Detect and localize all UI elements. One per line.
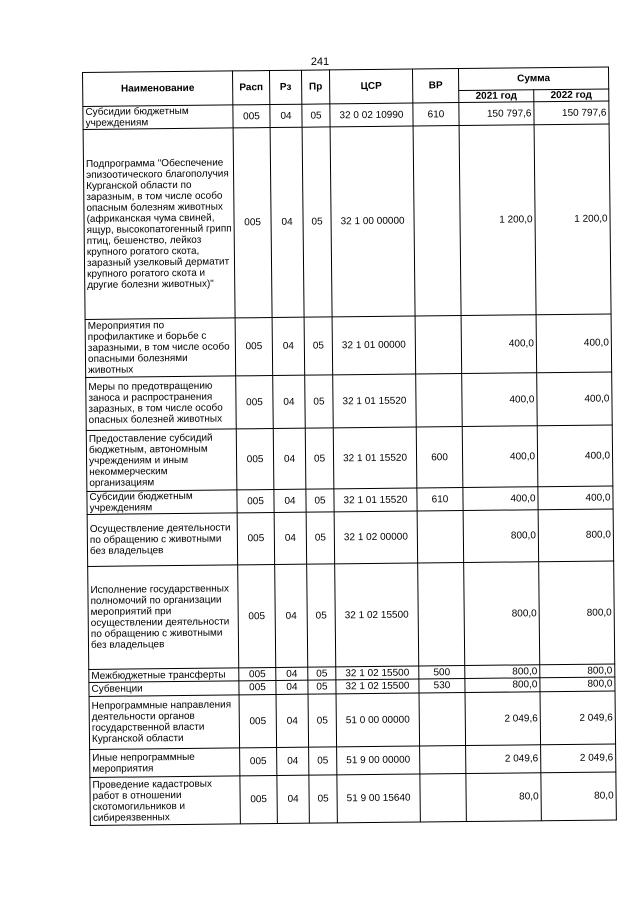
cell-vr [420, 746, 466, 774]
cell-sum-2021: 800,0 [463, 510, 539, 563]
cell-sum-2022: 800,0 [540, 677, 615, 692]
cell-rasp: 005 [236, 376, 274, 429]
cell-name: Иные непрограммные мероприятия [90, 748, 240, 778]
cell-csr: 32 1 01 15520 [334, 488, 417, 512]
table-row [87, 509, 614, 567]
cell-vr [420, 774, 467, 822]
cell-rz: 04 [273, 375, 306, 428]
cell-sum-2022: 1 200,0 [534, 124, 611, 315]
cell-pr: 05 [308, 667, 336, 680]
cell-rz: 04 [270, 104, 302, 127]
cell-csr: 51 9 00 00000 [337, 746, 420, 775]
cell-vr: 610 [413, 103, 459, 126]
header-sum: Сумма [458, 67, 608, 91]
cell-csr: 32 1 02 15500 [336, 666, 419, 680]
cell-name: Предоставление субсидий бюджетным, автономным учреждениям и иным некоммерческим организациям [86, 429, 237, 492]
cell-pr: 05 [306, 489, 334, 512]
cell-name: Подпрограмма "Обеспечение эпизоотического благополучия Курганской области по заразным, в том числе особо опасным болезням животных (африканская чума свиней, ящур, высокопатогенный грипп птиц, бешенство, лейкоз крупного рогатого скота, заразный узелковый дерматит крупного рогатого скота и другие болезни животных)" [83, 128, 235, 320]
cell-rasp: 005 [236, 429, 274, 490]
cell-sum-2021: 800,0 [465, 665, 540, 679]
cell-rasp: 005 [237, 490, 274, 513]
cell-rz: 04 [270, 127, 304, 317]
cell-vr: 530 [419, 679, 465, 693]
cell-vr [419, 693, 466, 746]
cell-sum-2022: 400,0 [537, 372, 613, 426]
cell-pr: 05 [306, 512, 335, 564]
cell-sum-2021: 800,0 [465, 678, 540, 693]
cell-name: Проведение кадастровых работ в отношении скотомогильников и сибиреязвенных [90, 776, 240, 826]
cell-vr [418, 563, 465, 666]
cell-rz: 04 [275, 564, 308, 667]
table-row [88, 561, 615, 670]
table-row [85, 314, 612, 378]
budget-table [82, 66, 617, 825]
cell-rasp: 005 [240, 775, 278, 823]
cell-csr: 51 9 00 15640 [337, 774, 420, 823]
cell-name: Осуществление деятельности по обращению с животными без владельцев [87, 513, 238, 567]
cell-sum-2022: 800,0 [538, 509, 614, 562]
cell-name: Исполнение государственных полномочий по организации мероприятий при осуществлении деятельности по обращению с животными без владельцев [88, 565, 239, 670]
cell-csr: 32 1 01 15520 [333, 374, 417, 428]
cell-csr: 32 1 02 00000 [334, 511, 418, 564]
cell-csr: 32 0 02 10990 [330, 103, 413, 127]
cell-sum-2022: 2 049,6 [541, 744, 616, 773]
header-year-2021: 2021 год [459, 90, 534, 103]
cell-sum-2022: 400,0 [538, 486, 613, 510]
cell-pr: 05 [308, 694, 337, 747]
cell-sum-2021: 400,0 [462, 426, 538, 488]
cell-vr: 600 [416, 427, 463, 488]
cell-pr: 05 [308, 680, 336, 694]
cell-vr [413, 126, 461, 316]
table-row [86, 372, 613, 431]
cell-pr: 05 [302, 104, 330, 127]
cell-sum-2021: 400,0 [462, 373, 538, 427]
cell-sum-2021: 1 200,0 [459, 125, 536, 316]
cell-csr: 32 1 01 15520 [333, 427, 417, 489]
cell-sum-2021: 150 797,6 [459, 102, 534, 126]
cell-rasp: 005 [237, 513, 275, 565]
cell-sum-2022: 80,0 [541, 772, 617, 821]
cell-csr: 32 1 00 00000 [330, 126, 415, 317]
table-row [89, 691, 616, 750]
cell-rasp: 005 [233, 105, 270, 128]
cell-vr [416, 374, 463, 427]
cell-rasp: 005 [239, 681, 276, 695]
cell-sum-2021: 800,0 [464, 562, 540, 666]
cell-rasp: 005 [238, 565, 276, 668]
cell-vr [415, 316, 462, 374]
cell-name: Субсидии бюджетным учреждениям [87, 490, 237, 515]
cell-rz: 04 [276, 680, 308, 694]
cell-rz: 04 [274, 489, 306, 512]
cell-pr: 05 [309, 775, 338, 823]
cell-rz: 04 [276, 667, 308, 680]
cell-rasp: 005 [240, 747, 277, 775]
cell-rz: 04 [276, 694, 309, 747]
cell-pr: 05 [305, 375, 334, 428]
table-row [86, 425, 613, 492]
cell-sum-2021: 400,0 [463, 487, 538, 511]
cell-sum-2021: 400,0 [461, 315, 537, 374]
cell-rz: 04 [277, 775, 310, 823]
cell-sum-2022: 800,0 [540, 664, 615, 678]
cell-rz: 04 [274, 512, 307, 564]
cell-pr: 05 [307, 564, 336, 667]
cell-rasp: 005 [239, 668, 276, 681]
header-rz: Рз [269, 70, 301, 104]
header-vr: ВР [412, 69, 458, 103]
cell-csr: 32 1 02 15500 [336, 679, 419, 694]
cell-name: Межбюджетные трансферты [89, 668, 239, 683]
header-rasp: Расп [232, 71, 269, 105]
cell-sum-2021: 80,0 [466, 773, 541, 822]
cell-rz: 04 [273, 428, 306, 489]
cell-name: Субвенции [89, 681, 239, 697]
cell-vr: 610 [417, 488, 463, 511]
table-body [83, 101, 617, 825]
cell-name: Непрограммные направления деятельности органов государственной власти Курганской области [89, 695, 240, 750]
cell-rasp: 005 [239, 695, 277, 748]
cell-name: Мероприятия по профилактике и борьбе с заразными, в том числе особо опасными болезнями животных [85, 318, 236, 378]
cell-csr: 51 0 00 00000 [336, 693, 420, 747]
cell-rasp: 005 [235, 318, 273, 376]
cell-sum-2021: 2 049,6 [466, 745, 541, 774]
table-row [83, 124, 611, 319]
cell-rz: 04 [277, 747, 309, 775]
cell-sum-2022: 2 049,6 [540, 691, 616, 745]
cell-rasp: 005 [233, 128, 272, 318]
cell-csr: 32 1 02 15500 [335, 563, 419, 667]
cell-sum-2022: 150 797,6 [534, 101, 609, 125]
header-csr: ЦСР [329, 69, 412, 104]
cell-sum-2022: 400,0 [536, 314, 612, 373]
table-row [90, 772, 616, 826]
cell-vr: 500 [419, 666, 465, 679]
cell-pr: 05 [305, 428, 334, 489]
cell-pr: 05 [309, 747, 337, 775]
header-name: Наименование [83, 71, 233, 107]
cell-csr: 32 1 01 00000 [332, 316, 416, 375]
cell-sum-2022: 800,0 [539, 561, 615, 665]
cell-pr: 05 [304, 317, 333, 375]
cell-sum-2022: 400,0 [537, 425, 613, 487]
cell-name: Субсидии бюджетным учреждениям [83, 105, 233, 130]
header-pr: Пр [301, 70, 329, 104]
page-number: 241 [310, 56, 330, 68]
header-year-2022: 2022 год [534, 89, 609, 102]
cell-sum-2021: 2 049,6 [465, 692, 541, 746]
cell-vr [417, 511, 464, 563]
cell-rz: 04 [272, 317, 305, 375]
cell-name: Меры по предотвращению заноса и распространения заразных, в том числе особо опасных болезней животных [86, 376, 237, 431]
cell-pr: 05 [302, 127, 332, 317]
